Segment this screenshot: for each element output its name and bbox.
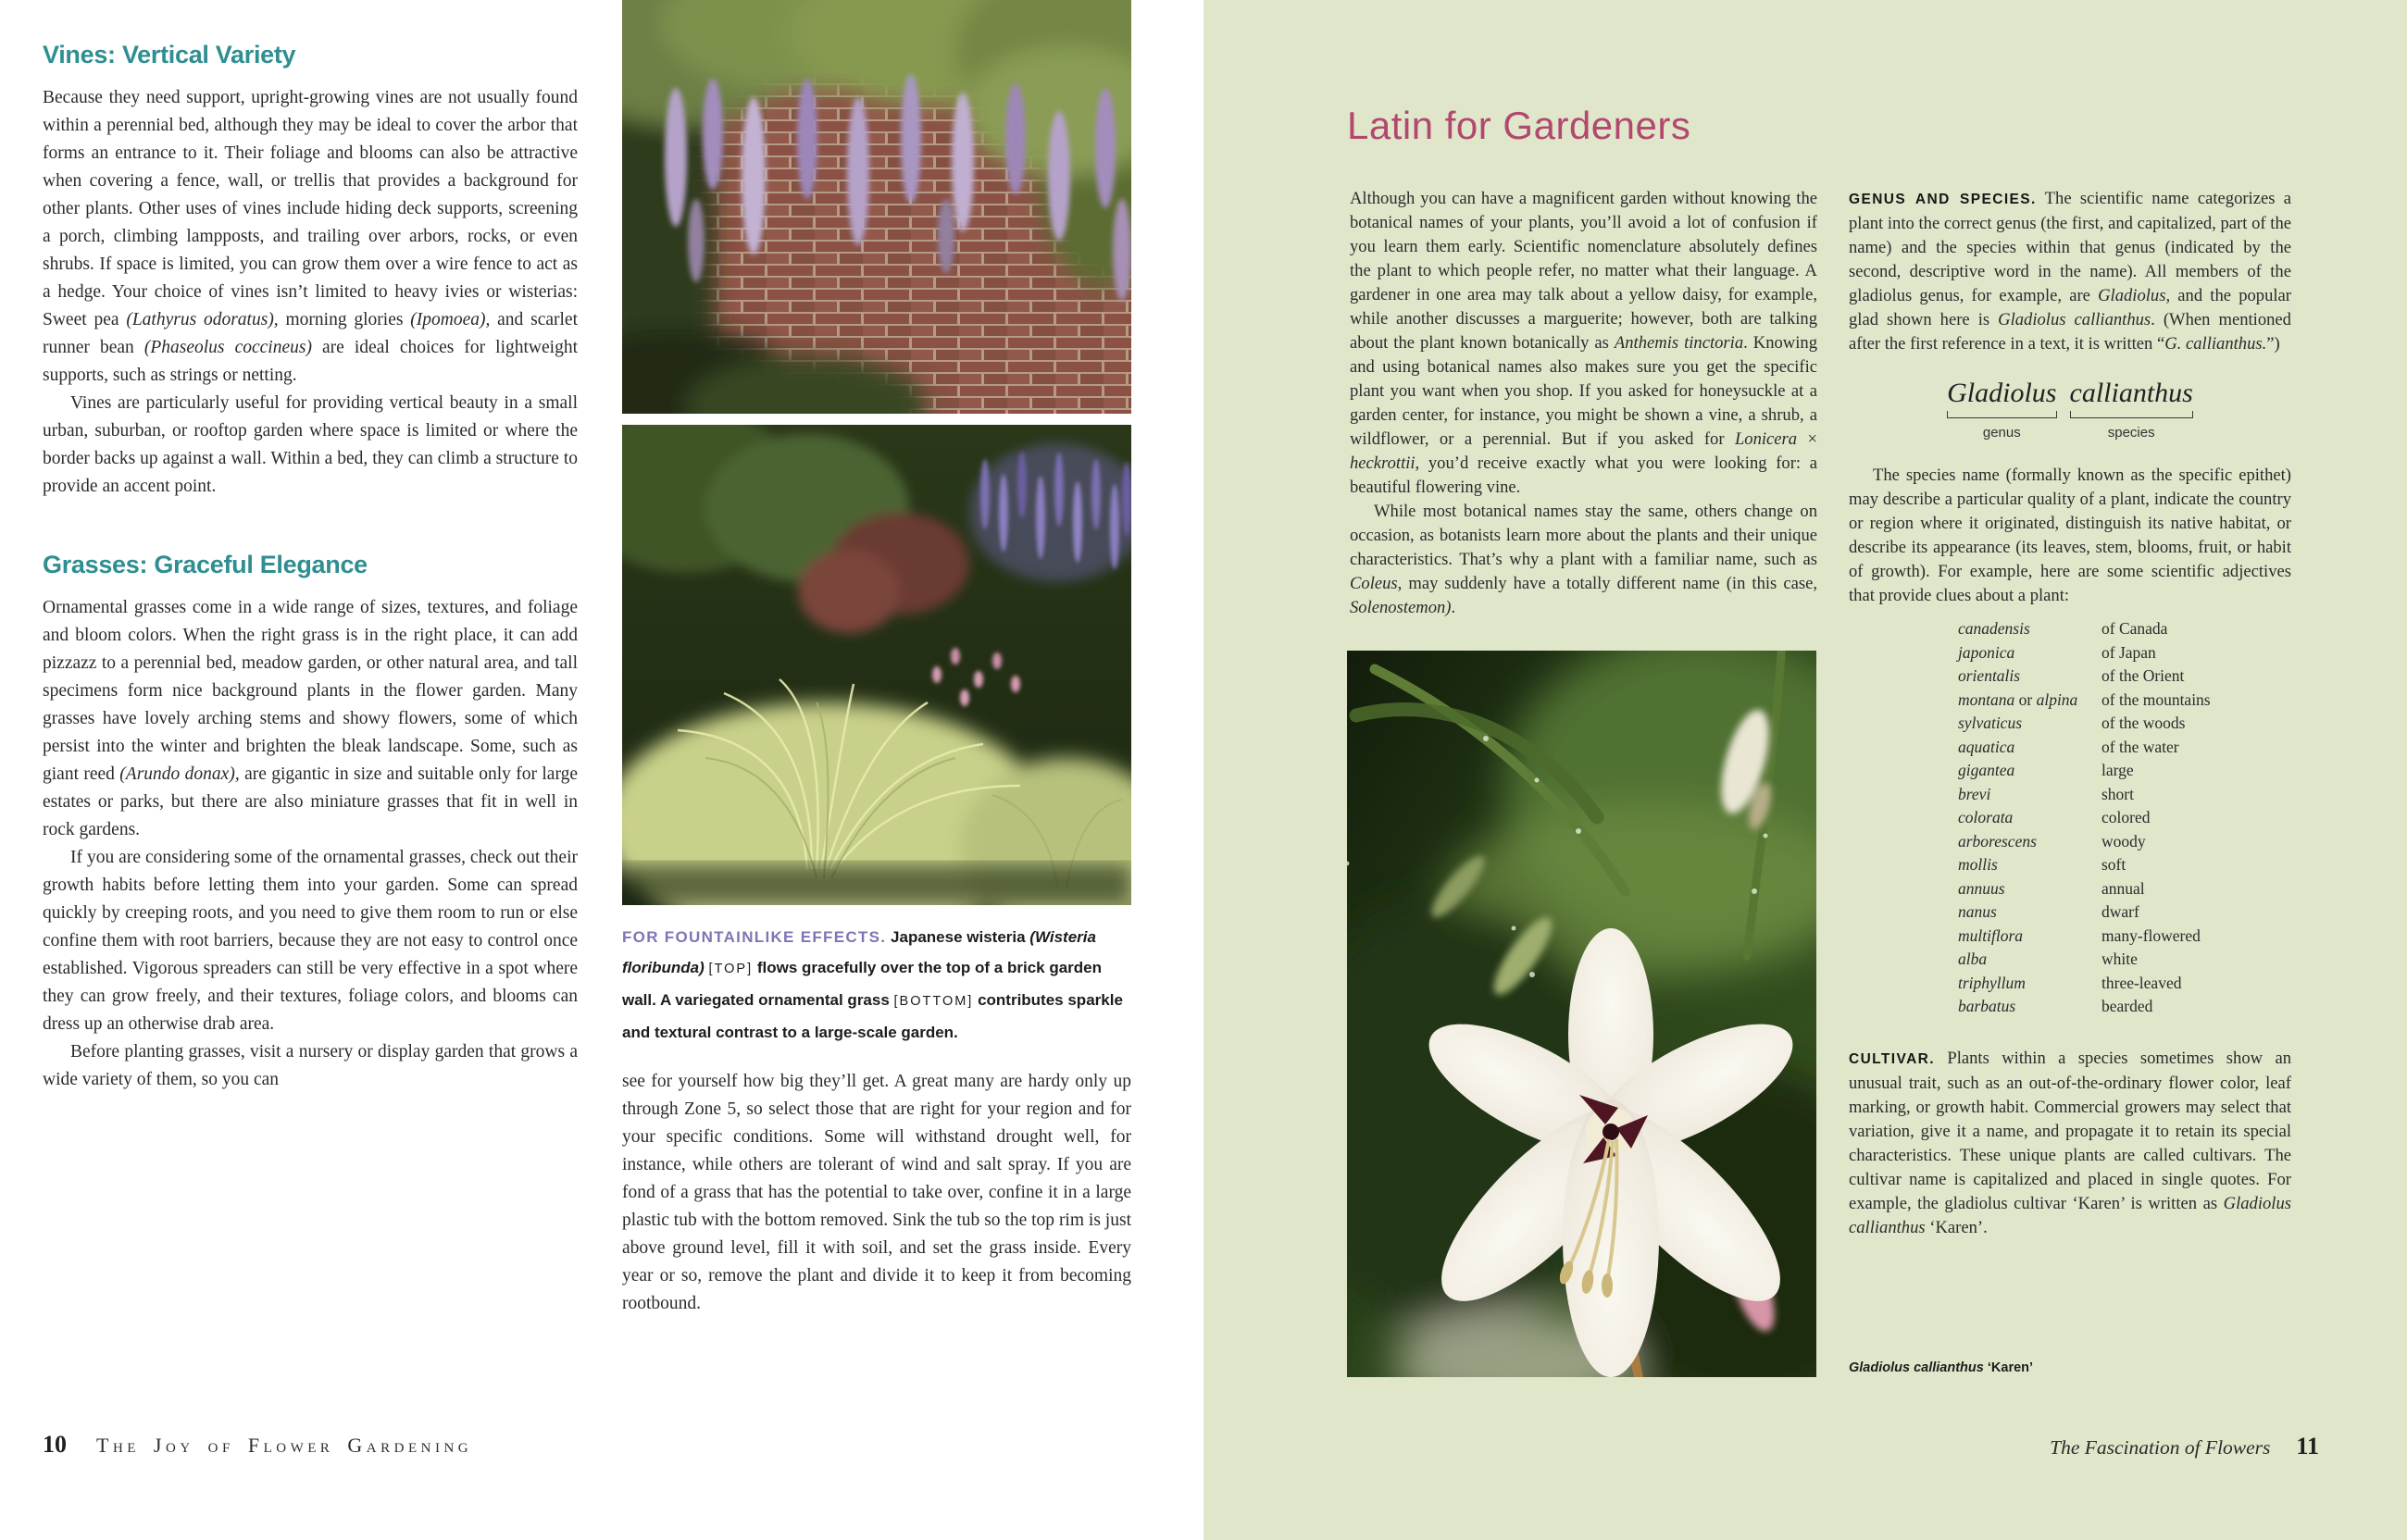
genus-species-text: The scientific name categorizes a plant into the correct genus (the first, and capitalized, part of the name) and the species within that genus (indicated by the second, descriptive word in the name). All members of the gladiolus genus, for example, are Gladiolus, and the popular glad shown here is Gladiolus callianthus. (When mentioned after the first reference in a text, it is written “G. callianthus.”) <box>1849 189 2292 354</box>
adjective-meaning: dwarf <box>2101 902 2139 921</box>
adjective-row <box>1958 900 2291 925</box>
adjective-latin: canadensis <box>1958 619 2030 638</box>
adjective-meaning: of the Orient <box>2101 666 2185 685</box>
adjective-row <box>1958 617 2291 641</box>
running-book-title: The Joy of Flower Gardening <box>96 1434 473 1457</box>
adjective-row <box>1958 806 2291 830</box>
adjective-latin: arborescens <box>1958 831 2037 851</box>
photo-japanese-wisteria <box>622 0 1131 414</box>
adjective-latin: sylvaticus <box>1958 714 2023 732</box>
section-heading-vines: Vines: Vertical Variety <box>43 41 296 68</box>
adjective-row <box>1958 830 2291 854</box>
adjective-meaning: large <box>2101 761 2134 779</box>
right-page-footer <box>2050 1433 2319 1460</box>
adjective-meaning: of Japan <box>2101 642 2156 662</box>
adjective-row <box>1958 925 2291 949</box>
species-label: species <box>2107 425 2155 441</box>
adjective-row <box>1958 759 2291 783</box>
adjective-row <box>1958 783 2291 807</box>
photo-caption <box>622 922 1131 1048</box>
gladiolus-photo-caption: Gladiolus callianthus ‘Karen’ <box>1849 1360 2034 1375</box>
caption-text: Japanese wisteria (Wisteria floribunda) [TOP] flows gracefully over the top of a brick garden wall. A variegated ornamental grass [BOTTOM] contributes sparkle and textural contrast to a large-scale garden. <box>622 928 1123 1041</box>
adjective-latin: multiflora <box>1958 925 2024 945</box>
adjective-row <box>1958 689 2291 713</box>
cultivar-paragraph <box>1849 1047 2291 1240</box>
adjective-latin: alba <box>1958 950 1988 968</box>
adjective-meaning: three-leaved <box>2101 973 2182 992</box>
cultivar-text: Plants within a species sometimes show an unusual trait, such as an out-of-the-ordinary flower color, leaf marking, or growth habit. Commercial growers may select that variation, give it a name, and propagate it to retain its special characteristics. These unique plants are called cultivars. The cultivar name is capitalized and placed in single quotes. For example, the gladiolus cultivar ‘Karen’ is written as Gladiolus callianthus ‘Karen’. <box>1849 1048 2292 1237</box>
wisteria-illustration <box>622 0 1131 414</box>
adjective-latin: mollis <box>1958 855 1998 874</box>
adjective-latin: brevi <box>1958 784 1991 803</box>
latin-paragraph-1: Although you can have a magnificent garden without knowing the botanical names of your plants, you’ll avoid a lot of confusion if you learn them early. Scientific nomenclature absolutely defines the plant to which people refer, no matter what their language. A gardener in one area may talk about a yellow daisy, for example, while another discusses a marguerite; however, both are talking about the plant known botanically as Anthemis tinctoria. Knowing and using botanical names also makes sure you get the specific plant you want when you shop. If you asked for honeysuckle at a garden center, for instance, you might be shown a vine, a shrub, a wildflower, or a perennial. But if you asked for Lonicera × heckrottii, you’d receive exactly what you were looking for: a beautiful flowering vine. <box>1350 189 1817 497</box>
genus-bracket <box>1947 411 2056 418</box>
photo-ornamental-grass-garden <box>622 425 1131 905</box>
continuation-text: see for yourself how big they’ll get. A great many are hardy only up through Zone 5, so select those that are right for your region and for your specific conditions. Some will withstand drought well, for instance, while others are tolerant of wind and salt spray. If you are fond of a grass that has the potential to take over, confine it in a large plastic tub with the bottom removed. Sink the tub so the top rim is just above ground level, fill it with soil, and set the grass inside. Every year or so, remove the plant and divide it to keep it from becoming rootbound. <box>622 1072 1131 1313</box>
adjective-meaning: many-flowered <box>2101 925 2201 945</box>
genus-word: Gladiolus <box>1947 378 2057 408</box>
adjective-latin: triphyllum <box>1958 973 2026 992</box>
right-page-column-2 <box>1849 187 2291 1240</box>
adjective-meaning: of the mountains <box>2101 689 2211 709</box>
adjective-latin: orientalis <box>1958 666 2021 685</box>
adjective-meaning: colored <box>2101 808 2151 826</box>
section-heading-grasses: Grasses: Graceful Elegance <box>43 551 368 578</box>
adjective-latin: gigantea <box>1958 761 2015 779</box>
adjective-latin: nanus <box>1958 902 1997 921</box>
left-text-column <box>43 41 578 1094</box>
page-title: Latin for Gardeners <box>1347 104 1691 147</box>
cultivar-lead-in: CULTIVAR. <box>1849 1050 1935 1067</box>
genus-word-stack <box>1947 379 2056 445</box>
adjective-row <box>1958 972 2291 996</box>
adjective-latin: colorata <box>1958 808 2014 826</box>
species-name-paragraph: The species name (formally known as the specific epithet) may describe a particular quality of a plant, indicate the country or region where it originated, distinguish its native habitat, or describe its appearance (its leaves, stem, blooms, fruit, or habit of growth). For example, here are some scientific adjectives that provide clues about a plant: <box>1849 466 2291 605</box>
genus-species-diagram <box>1849 379 2291 445</box>
adjective-row <box>1958 641 2291 665</box>
species-word-stack <box>2070 379 2193 445</box>
genus-species-paragraph <box>1849 187 2291 356</box>
adjective-row <box>1958 853 2291 877</box>
grasses-paragraph-1: Ornamental grasses come in a wide range of sizes, textures, and foliage and bloom colors. When the right grass is in the right place, it can add pizzazz to a perennial bed, meadow garden, or other natural area, and tall specimens form nice background plants in the flower garden. Many grasses have lovely arching stems and showy flowers, some of which persist into the winter and brighten the bleak landscape. Some, such as giant reed (Arundo donax), are gigantic in size and suitable only for large estates or parks, but there are also miniature grasses that fit in well in rock gardens. <box>43 598 578 839</box>
grasses-paragraph-3: Before planting grasses, visit a nursery or display garden that grows a wide variety of them, so you can <box>43 1042 578 1089</box>
adjective-latin: barbatus <box>1958 997 2016 1015</box>
vines-paragraph-2: Vines are particularly useful for providing vertical beauty in a small urban, suburban, or rooftop garden where space is limited or where the border backs up against a wall. Within a bed, they can climb a structure to provide an accent point. <box>43 393 578 496</box>
adjective-row <box>1958 664 2291 689</box>
grass-garden-illustration <box>622 425 1131 905</box>
adjective-meaning: bearded <box>2101 997 2153 1015</box>
adjective-meaning: short <box>2101 784 2134 803</box>
adjective-latin: montana or alpina <box>1958 689 2078 709</box>
running-chapter-title: The Fascination of Flowers <box>2050 1436 2271 1459</box>
left-page-footer <box>43 1431 472 1459</box>
adjective-latin: aquatica <box>1958 737 2015 756</box>
adjective-row <box>1958 736 2291 760</box>
adjective-meaning: annual <box>2101 878 2145 898</box>
adjective-meaning: soft <box>2101 855 2126 874</box>
adjective-meaning: woody <box>2101 831 2146 851</box>
right-page-column-1 <box>1350 187 1817 620</box>
adjective-row <box>1958 948 2291 972</box>
adjective-row <box>1958 995 2291 1019</box>
species-word: callianthus <box>2069 378 2193 408</box>
page-number: 10 <box>43 1431 67 1458</box>
page-number: 11 <box>2296 1433 2319 1459</box>
genus-label: genus <box>1982 425 2021 441</box>
genus-species-lead-in: GENUS AND SPECIES. <box>1849 192 2037 207</box>
latin-paragraph-2: While most botanical names stay the same, others change on occasion, as botanists learn more about the plants and their unique characteristics. That’s why a plant with a familiar name, such as Coleus, may suddenly have a totally different name (in this case, Solenostemon). <box>1350 502 1817 617</box>
adjective-latin: annuus <box>1958 878 2005 898</box>
gladiolus-illustration <box>1347 651 1816 1377</box>
species-bracket <box>2070 411 2193 418</box>
adjective-latin: japonica <box>1958 642 2015 662</box>
adjective-meaning: white <box>2101 950 2138 968</box>
adjective-meaning: of Canada <box>2101 619 2168 638</box>
caption-lead-in: FOR FOUNTAINLIKE EFFECTS. <box>622 928 887 946</box>
adjective-meaning: of the woods <box>2101 714 2186 732</box>
right-page <box>1204 0 2407 1540</box>
adjective-row <box>1958 877 2291 901</box>
adjective-meaning: of the water <box>2101 737 2179 756</box>
grasses-paragraph-2: If you are considering some of the ornamental grasses, check out their growth habits before letting them into your garden. Some can spread quickly by creeping roots, and you need to give them room to run or else confine them with root barriers, because they are not easy to control once established. Vigorous spreaders can still be very effective in a spot where they can grow freely, and their textures, foliage colors, and blooms can dress up an otherwise drab area. <box>43 848 578 1034</box>
vines-paragraph-1: Because they need support, upright-growing vines are not usually found within a perennial bed, although they may be ideal to cover the arbor that forms an entrance to it. Their foliage and blooms can also be attractive when covering a fence, wall, or trellis that provides a background for other plants. Other uses of vines include hiding deck supports, screening a porch, climbing lampposts, and trailing over arbors, rocks, or even shrubs. If space is limited, you can grow them over a wire fence to act as a hedge. Your choice of vines isn’t limited to heavy ivies or wisterias: Sweet pea (Lathyrus odoratus), morning glories (Ipomoea), and scarlet runner bean (Phaseolus coccineus) are ideal choices for lightweight supports, such as strings or netting. <box>43 88 579 385</box>
latin-adjectives-list <box>1958 617 2291 1019</box>
adjective-row <box>1958 712 2291 736</box>
photo-gladiolus-karen <box>1347 651 1816 1377</box>
